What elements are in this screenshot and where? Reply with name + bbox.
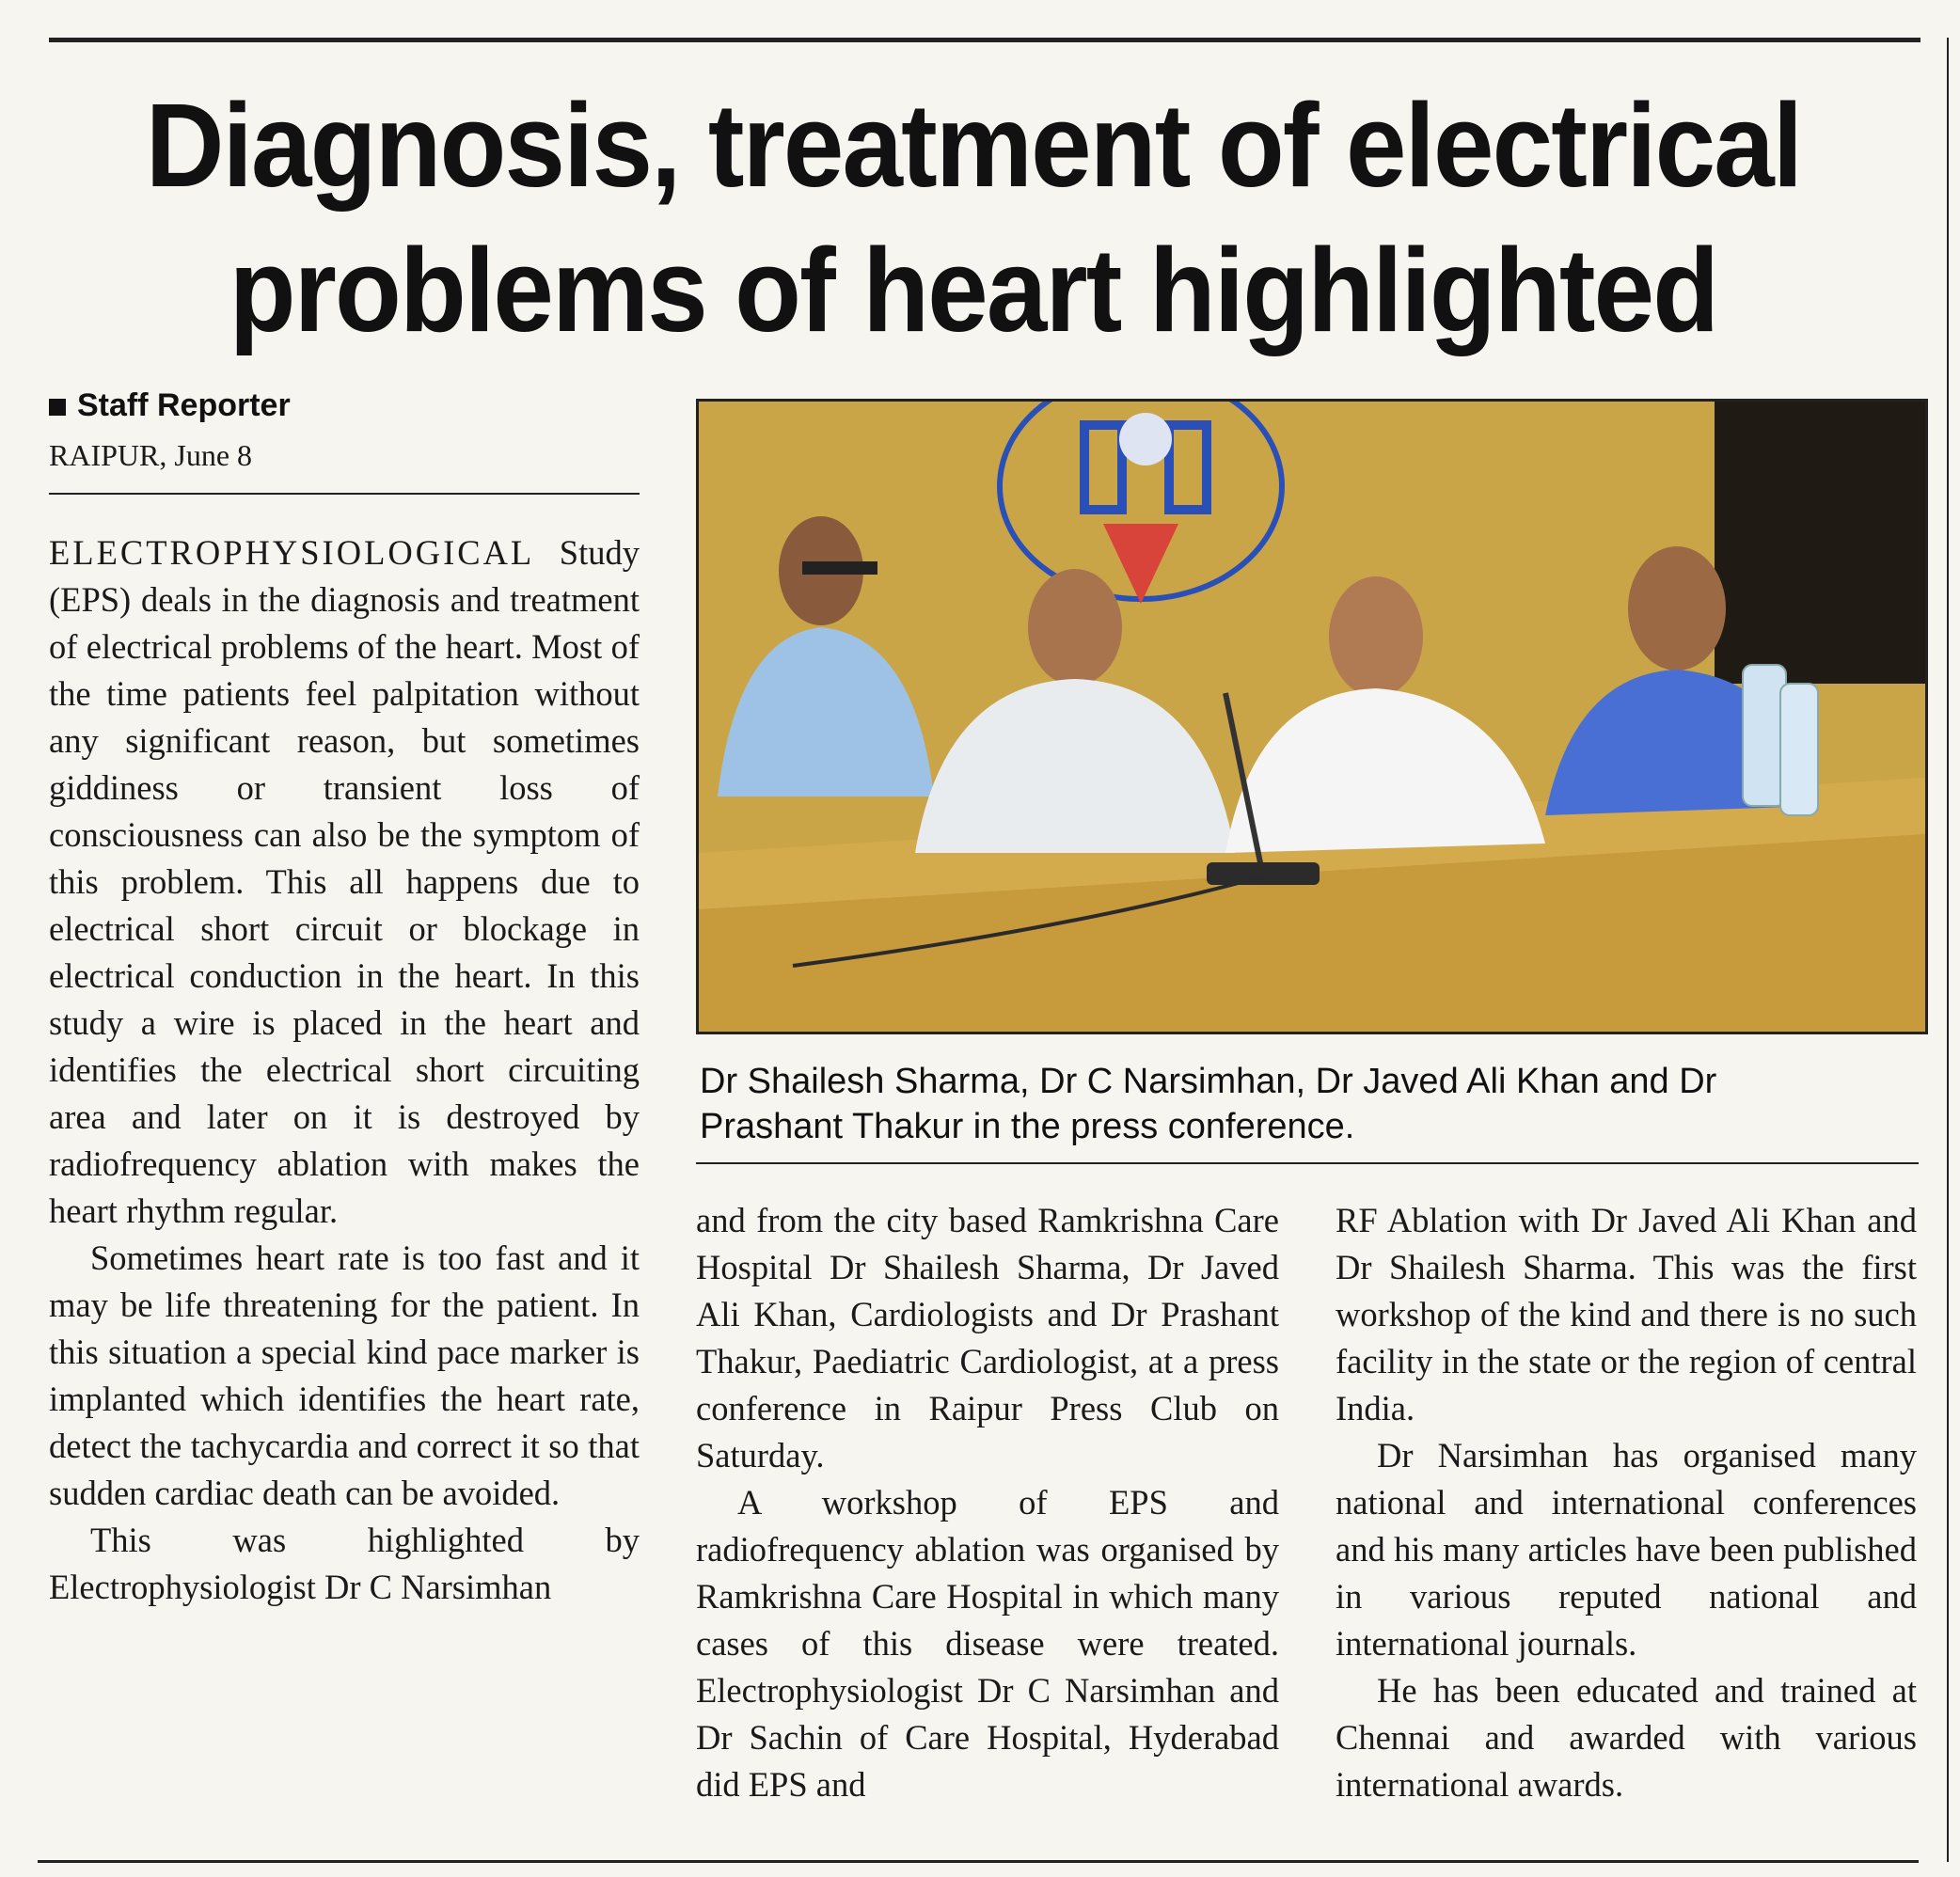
col2-paragraph-2: A workshop of EPS and radiofrequency ablation was organised by Ramkrishna Care Hospital in which many cases of this disease were treated. Electrophysiologist Dr C Narsimhan and Dr Sachin of Care Hospital, Hyderabad did EPS and [696, 1483, 1279, 1804]
col3-paragraph-3: He has been educated and trained at Chennai and awarded with various international awards. [1336, 1671, 1917, 1804]
bottom-rule [38, 1860, 1919, 1863]
col1-paragraph-1 [49, 529, 640, 1235]
headline-line-1: Diagnosis, treatment of electrical [145, 79, 1802, 212]
press-conference-photo [696, 399, 1928, 1034]
right-edge-rule [1947, 38, 1949, 1862]
column-2 [696, 1197, 1279, 1808]
caption-rule [696, 1162, 1919, 1164]
col3-paragraph-2: Dr Narsimhan has organised many national and international conferences and his many articles have been published in various reputed national and international journals. [1336, 1436, 1917, 1663]
col1-p1-text: Study (EPS) deals in the diagnosis and treatment of electrical problems of the heart. Most of the time patients feel palpitation without any significant reason, but sometimes giddiness or transient loss of consciousness can also be the symptom of this problem. This all happens due to electrical short circuit or blockage in electrical conduction in the heart. In this study a wire is placed in the heart and identifies the electrical short circuiting area and later on it is destroyed by radiofrequency ablation with makes the heart rhythm regular. [49, 533, 640, 1230]
col2-paragraph-1: and from the city based Ramkrishna Care Hospital Dr Shailesh Sharma, Dr Javed Ali Khan, Cardiologists and Dr Prashant Thakur, Paediatric Cardiologist, at a press conference in Raipur Press Club on Saturday. [696, 1201, 1279, 1475]
col3-paragraph-1: RF Ablation with Dr Javed Ali Khan and Dr Shailesh Sharma. This was the first workshop of the kind and there is no such facility in the state or the region of central India. [1336, 1201, 1917, 1427]
photo-caption [700, 1059, 1904, 1149]
byline [49, 387, 291, 424]
byline-rule [49, 493, 640, 495]
top-rule [49, 38, 1920, 42]
lead-word: ELECTROPHYSIOLOGICAL [49, 533, 535, 572]
photo-illustration [699, 402, 1925, 1032]
column-1 [49, 529, 640, 1611]
column-3 [1336, 1197, 1917, 1808]
caption-line-2: Prashant Thakur in the press conference. [700, 1107, 1355, 1146]
byline-bullet-icon [49, 399, 66, 416]
dateline: RAIPUR, June 8 [49, 438, 253, 472]
col1-paragraph-3: This was highlighted by Electrophysiologist Dr C Narsimhan [49, 1521, 640, 1606]
headline [113, 73, 1835, 363]
byline-text: Staff Reporter [77, 387, 291, 423]
headline-line-2: problems of heart highlighted [229, 224, 1718, 356]
col1-paragraph-2: Sometimes heart rate is too fast and it may be life threatening for the patient. In this situation a special kind pace marker is implanted which identifies the heart rate, detect the tachycardia and correct it so that sudden cardiac death can be avoided. [49, 1238, 640, 1512]
caption-line-1: Dr Shailesh Sharma, Dr C Narsimhan, Dr Javed Ali Khan and Dr [700, 1062, 1717, 1101]
